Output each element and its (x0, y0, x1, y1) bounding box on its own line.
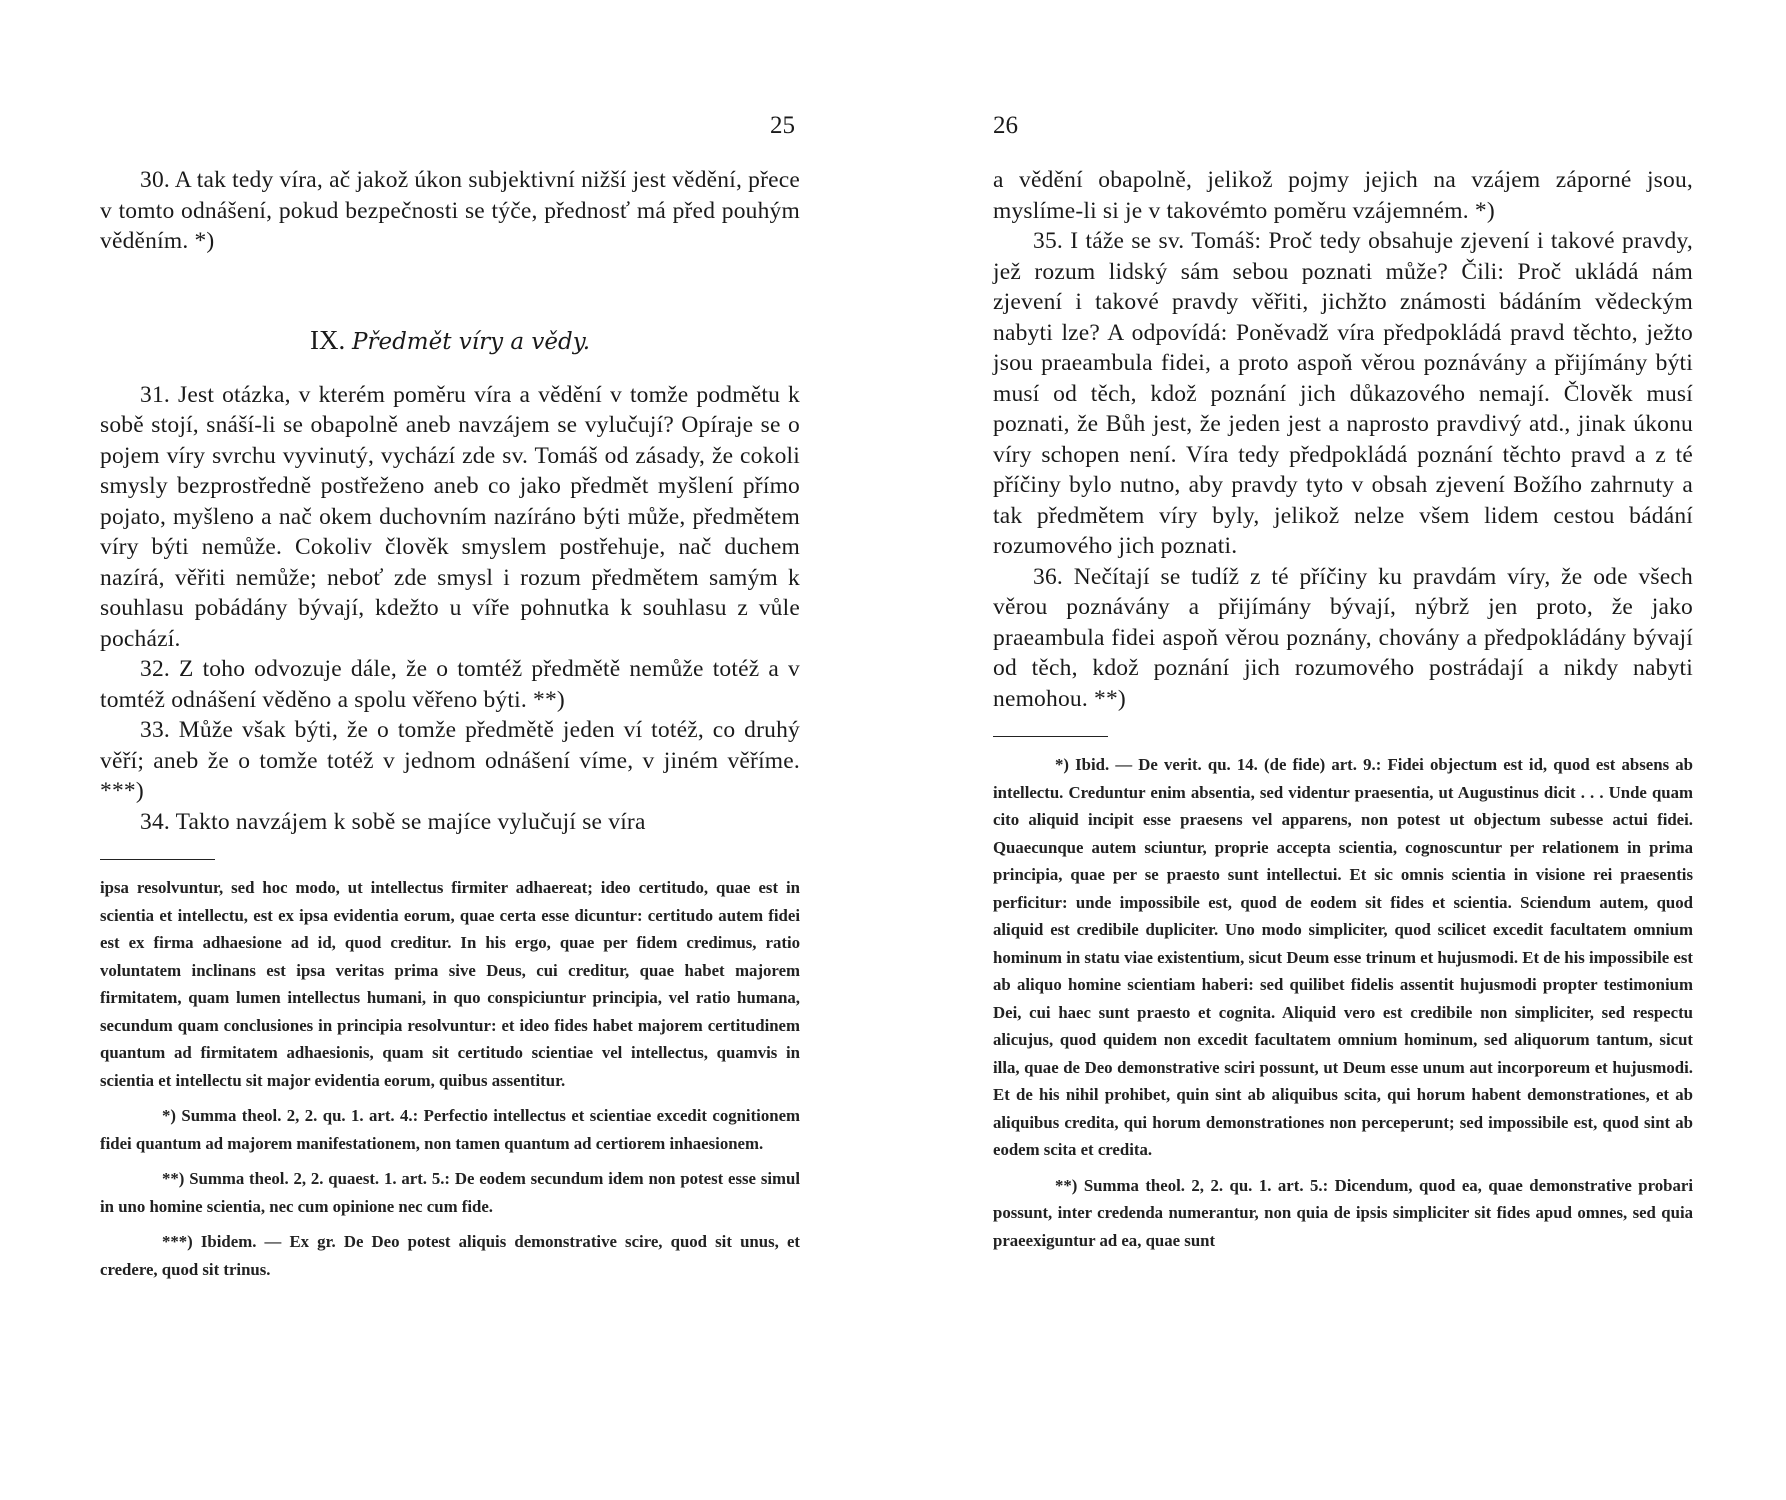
footnote-divider (100, 859, 215, 860)
paragraph-30: 30. A tak tedy víra, ač jakož úkon subjektivní nižší jest vědění, přece v tomto odnášení, pokud bezpečnosti se týče, přednosť má před pouhým věděním. *) (100, 167, 800, 254)
footnote: *) Ibid. — De verit. qu. 14. (de fide) art. 9.: Fidei objectum est id, quod est absens ab intellectu. Creduntur enim absentia, sed videntur praesentia, ut Augustinus dicit . . . Unde quam cito aliquid incipit esse praesens vel apparens, non potest ut objectum subesse actui fidei. Quaecunque autem sciuntur, proprie accepta scientia, cognoscuntur per relationem in prima principia, quae per se praesto sunt intellectui. Et sic omnis scientia in visione rei praesentis perficitur: unde impossibile est, quod de eodem sit fides et scientia. Sciendum autem, quod aliquid est credibile dupliciter. Uno modo simpliciter, quod scilicet excedit facultatem omnium hominum in statu viae existentium, sicut Deum esse trinum et hujusmodi. Et de his impossibile est ab aliquo homine scientiam haberi: sed quilibet fidelis assentit hujusmodi propter testimonium Dei, cui haec sunt praesto et cognita. Aliquid vero est credibile non simpliciter, sed respectu alicujus, quod quidem non excedit facultatem omnium hominum, sed aliquorum tantum, sicut illa, quae de Deo demonstrative sciri possunt, ut Deum esse unum aut incorporeum et hujusmodi. Et de his nihil prohibet, quin sint ab aliquibus scita, qui horum habent demonstrationes, et ab aliquibus credita, qui horum demonstrationes non perceperunt; sed impossibile est, quod sint ab eodem scita et credita. (993, 755, 1693, 1159)
footnote: **) Summa theol. 2, 2. quaest. 1. art. 5.: De eodem secundum idem non potest esse simul in uno homine scientia, nec cum opinione nec cum fide. (100, 1169, 800, 1216)
footnote: *) Summa theol. 2, 2. qu. 1. art. 4.: Perfectio intellectus et scientiae excedit cognitionem fidei quantum ad majorem manifestationem, non tamen quantum ad certiorem inhaesionem. (100, 1106, 800, 1153)
paragraph-continuation: a vědění obapolně, jelikož pojmy jejich na vzájem záporné jsou, myslíme-li si je v takovémto poměru vzájemném. *) (993, 167, 1693, 224)
section-heading (100, 325, 800, 356)
footnotes (100, 874, 800, 1283)
paragraph-35: 35. I táže se sv. Tomáš: Proč tedy obsahuje zjevení i takové pravdy, jež rozum lidský sám sebou poznati může? Čili: Proč ukládá nám zjevení i takové pravdy věřiti, jichžto známosti bádáním vědeckým nabyti lze? A odpovídá: Poněvadž víra předpokládá pravd těchto, ježto jsou praeambula fidei, a proto aspoň věrou poznávány a přijímány býti musí od těch, kdož poznání jich důkazového nemají. Člověk musí poznati, že Bůh jest, že jeden jest a naprosto pravdivý atd., jinak úkonu víry schopen není. Víra tedy předpokládá poznání těchto pravd a z té příčiny bylo nutno, aby pravdy tyto v obsah zjevení Božího zahrnuty a tak předmětem víry byly, jelikož nelze všem lidem cestou bádání rozumového jich poznati. (993, 228, 1693, 559)
footnote: ***) Ibidem. — Ex gr. De Deo potest aliquis demonstrative scire, quod sit unus, et credere, quod sit trinus. (100, 1232, 800, 1279)
page-number: 26 (993, 112, 1018, 139)
paragraph-33: 33. Může však býti, že o tomže předmětě jeden ví totéž, co druhý věří; aneb že o tomže totéž v jednom odnášení víme, v jiném věříme. ***) (100, 717, 800, 804)
main-text (993, 165, 1693, 714)
right-page (893, 0, 1786, 1500)
paragraph-36: 36. Nečítají se tudíž z té příčiny ku pravdám víry, že ode všech věrou poznávány a přijímány bývají, nýbrž jen proto, že jako praeambula fidei aspoň věrou poznány, chovány a předpokládány bývají od těch, kdož poznání jich rozumového postrádají a nikdy nabyti nemohou. **) (993, 563, 1693, 712)
footnote-divider (993, 736, 1108, 737)
paragraph-32: 32. Z toho odvozuje dále, že o tomtéž předmětě nemůže totéž a v tomtéž odnášení věděno a spolu věřeno býti. **) (100, 656, 800, 713)
heading-title: Předmět víry a vědy. (351, 328, 591, 355)
paragraph-34: 34. Takto navzájem k sobě se majíce vylučují se víra (140, 808, 646, 835)
paragraph-31: 31. Jest otázka, v kterém poměru víra a vědění v tomže podmětu k sobě stojí, snáší-li se obapolně aneb navzájem se vylučují? Opíraje se o pojem víry svrchu vyvinutý, vychází zde sv. Tomáš od zásady, že cokoli smysly bezprostředně postřeženo aneb co jako předmět myšlení přímo pojato, myšleno a nač okem duchovním nazíráno býti může, předmětem víry býti nemůže. Cokoliv člověk smyslem postřehuje, nač duchem nazírá, věřiti nemůže; neboť zde smysl i rozum předmětem samým k souhlasu pobádány bývají, kdežto u víře pohnutka k souhlasu z vůle pochází. (100, 381, 800, 652)
footnotes (993, 751, 1693, 1254)
main-text (100, 165, 800, 837)
page-body (100, 165, 800, 1291)
heading-numeral: IX. (309, 324, 346, 355)
page-number: 25 (770, 112, 795, 139)
footnote: **) Summa theol. 2, 2. qu. 1. art. 5.: Dicendum, quod ea, quae demonstrative probari possunt, inter credenda numerantur, non quia de ipsis simpliciter sit fides apud omnes, sed quia praeexiguntur ad ea, quae sunt (993, 1175, 1693, 1250)
page-body (993, 165, 1693, 1262)
footnote-continuation: ipsa resolvuntur, sed hoc modo, ut intellectus firmiter adhaereat; ideo certitudo, quae est in scientia et intellectu, est ex ipsa evidentia eorum, quae certa esse dicuntur: certitudo autem fidei est ex firma adhaesione ad id, quod creditur. In his ergo, quae per fidem credimus, ratio voluntatem inclinans est ipsa veritas prima sive Deus, cui creditur, quae habet majorem firmitatem, quam lumen intellectus humani, in quo conspiciuntur principia, vel ratio humana, secundum quam conclusiones in principia resolvuntur: et ideo fides habet majorem certitudinem quantum ad firmitatem adhaesionis, quam sit certitudo scientiae vel intellectus, quamvis in scientia et intellectu sit major evidentia eorum, quibus assentitur. (100, 878, 800, 1090)
